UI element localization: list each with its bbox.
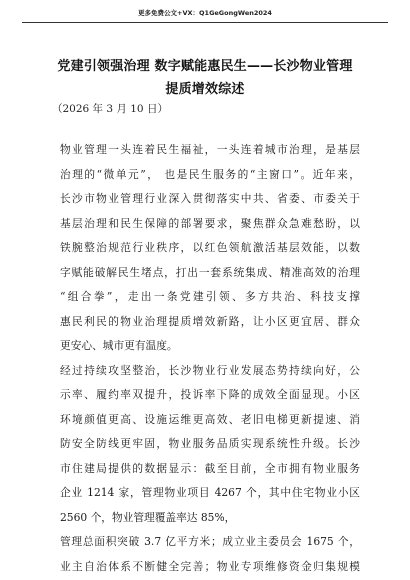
body-line: 环境颜值更高、设施运维更高效、老旧电梯更新提速、消 <box>60 412 360 426</box>
body-line: 基层治理和民生保障的部署要求，聚焦群众急难愁盼，以 <box>60 216 360 230</box>
body-line: 企业 1214 家，管理物业项目 4267 个，其中住宅物业小区 <box>60 486 360 499</box>
body-line: 市住建局提供的数据显示：截至目前，全市拥有物业服务 <box>60 461 360 475</box>
body-line: 物业管理一头连着民生福祉，一头连着城市治理，是基层 <box>60 143 360 156</box>
body-line: 字赋能破解民生堵点，打出一套系统集成、精准高效的治理 <box>60 265 360 279</box>
body-line: 2560 个，物业管理覆盖率达 85%， <box>60 510 236 524</box>
body-line: 经过持续攻坚整治，长沙物业行业发展态势持续向好，公 <box>60 363 360 377</box>
header-divider <box>22 22 388 23</box>
body-line: 示率、履约率双提升，投诉率下降的成效全面显现。小区 <box>60 388 360 401</box>
body-line: 惠民利民的物业治理提质增效新路，让小区更宜居、群众 <box>60 314 360 328</box>
document-title-line-1: 党建引领强治理 数字赋能惠民生——长沙物业管理 <box>57 59 353 74</box>
document-date: （2026 年 3 月 10 日） <box>52 103 168 115</box>
body-line: 铁腕整治规范行业秩序，以红色领航激活基层效能，以数 <box>60 241 360 254</box>
body-line: 管理总面积突破 3.7 亿平方米；成立业主委员会 1675 个， <box>60 535 360 548</box>
body-line: 业主自治体系不断健全完善；物业专项维修资金归集规模 <box>60 559 360 573</box>
header-note: 更多免费公文+VX：Q1GeGongWen2024 <box>138 9 272 17</box>
document-body <box>60 138 360 579</box>
document-title-line-2: 提质增效综述 <box>165 82 245 97</box>
body-line: 更安心、城市更有温度。 <box>60 339 178 352</box>
body-line: 治理的“微单元”， 也是民生服务的“主窗口”。近年来， <box>60 167 360 181</box>
body-line: 防安全防线更牢固，物业服务品质实现系统性升级。长沙 <box>60 437 360 450</box>
body-line: “组合拳”，走出一条党建引领、多方共治、科技支撑 <box>60 290 360 303</box>
body-line: 长沙市物业管理行业深入贯彻落实中共、省委、市委关于 <box>60 192 360 205</box>
